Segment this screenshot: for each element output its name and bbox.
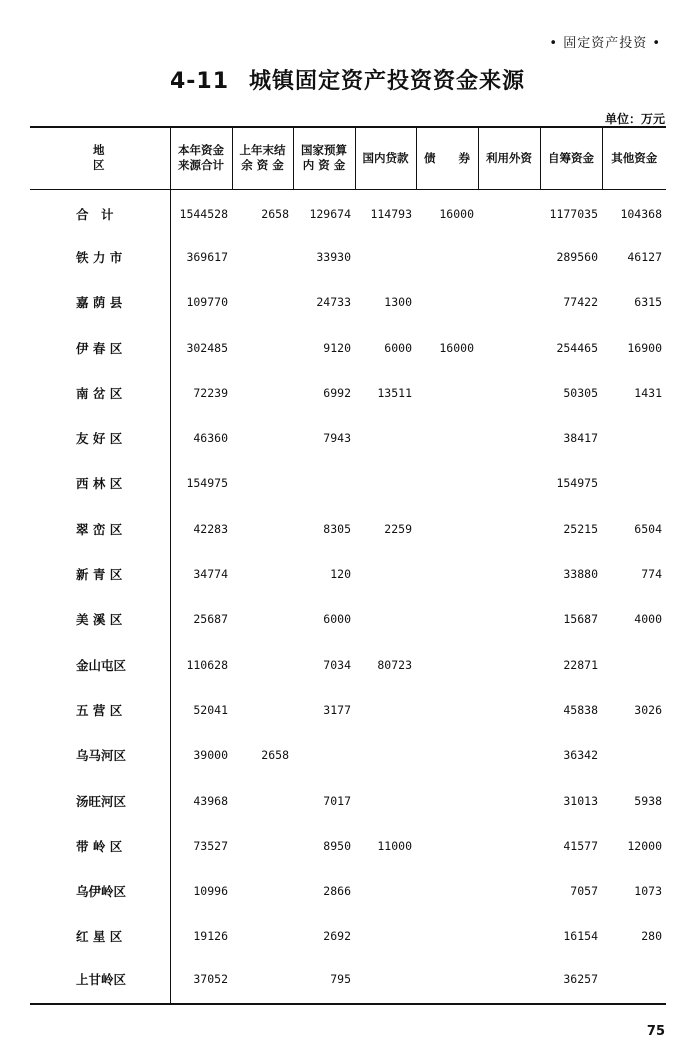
- region-name: 铁 力 市: [30, 234, 170, 279]
- value-cell: [232, 868, 293, 913]
- table-row: [30, 280, 666, 325]
- table-row: [30, 189, 666, 234]
- value-cell: 15687: [563, 612, 598, 627]
- value-cell: [478, 868, 540, 913]
- value-cell: [232, 415, 293, 460]
- value-cell: 11000: [377, 838, 412, 853]
- value-cell: 31013: [563, 793, 598, 808]
- table-number: 4-11: [169, 69, 230, 94]
- value-cell: 154975: [556, 476, 598, 491]
- value-cell: 46127: [627, 249, 662, 264]
- page-number: 75: [646, 1024, 665, 1039]
- value-cell: [355, 234, 416, 279]
- value-cell: 72239: [193, 385, 228, 400]
- value-cell: 33880: [563, 567, 598, 582]
- value-cell: 280: [641, 929, 662, 944]
- value-cell: 37052: [170, 959, 232, 1004]
- header-text: 利用外资: [486, 150, 532, 165]
- header-text: 内 资 金: [302, 158, 346, 173]
- column-header: [478, 127, 540, 189]
- column-header: [232, 127, 293, 189]
- value-cell: [232, 823, 293, 868]
- value-cell: [416, 506, 478, 551]
- value-cell: [232, 597, 293, 642]
- funding-sources-table: [30, 126, 666, 1005]
- value-cell: 34774: [193, 567, 228, 582]
- value-cell: [416, 914, 478, 959]
- region-name: 带 岭 区: [30, 823, 170, 868]
- region-name: 五 营 区: [30, 687, 170, 732]
- value-cell: 104368: [620, 206, 662, 221]
- value-cell: [416, 370, 478, 415]
- value-cell: [232, 959, 293, 1004]
- value-cell: 9120: [323, 340, 351, 355]
- value-cell: 1431: [634, 385, 662, 400]
- header-text: 上年末结: [239, 143, 286, 158]
- value-cell: [478, 551, 540, 596]
- value-cell: [478, 597, 540, 642]
- table-body: [30, 189, 666, 1004]
- value-cell: [355, 415, 416, 460]
- region-name: 南 岔 区: [30, 370, 170, 415]
- value-cell: 2259: [384, 521, 412, 536]
- value-cell: [478, 823, 540, 868]
- value-cell: [416, 597, 478, 642]
- value-cell: 13511: [377, 385, 412, 400]
- value-cell: 77422: [563, 295, 598, 310]
- column-header: [540, 127, 602, 189]
- region-name: 合 计: [30, 189, 170, 234]
- table-row: [30, 823, 666, 868]
- table-row: [30, 370, 666, 415]
- header-text: 国内贷款: [362, 150, 409, 165]
- header-text: 地 区: [93, 143, 176, 173]
- value-cell: [355, 778, 416, 823]
- header-text: 本年资金: [178, 143, 224, 158]
- value-cell: [232, 642, 293, 687]
- value-cell: 154975: [186, 476, 228, 491]
- value-cell: [232, 778, 293, 823]
- value-cell: [478, 687, 540, 732]
- table-row: [30, 778, 666, 823]
- value-cell: [232, 325, 293, 370]
- table-row: [30, 325, 666, 370]
- table-header: [30, 127, 666, 189]
- value-cell: 289560: [556, 249, 598, 264]
- value-cell: 8305: [323, 521, 351, 536]
- value-cell: [416, 551, 478, 596]
- value-cell: [293, 461, 355, 506]
- value-cell: 50305: [563, 385, 598, 400]
- value-cell: 16900: [627, 340, 662, 355]
- value-cell: [478, 325, 540, 370]
- table-row: [30, 642, 666, 687]
- value-cell: 795: [293, 959, 355, 1004]
- value-cell: [602, 415, 666, 460]
- column-header: [293, 127, 355, 189]
- value-cell: 38417: [563, 431, 598, 446]
- value-cell: [478, 461, 540, 506]
- table-row: [30, 959, 666, 1004]
- value-cell: 6504: [634, 521, 662, 536]
- value-cell: [478, 733, 540, 778]
- value-cell: 6315: [634, 295, 662, 310]
- unit-label: 单位：万元: [604, 112, 665, 126]
- region-name: 美 溪 区: [30, 597, 170, 642]
- value-cell: 114793: [370, 206, 412, 221]
- column-header: [602, 127, 666, 189]
- value-cell: 19126: [193, 929, 228, 944]
- table-row: [30, 914, 666, 959]
- value-cell: [355, 687, 416, 732]
- value-cell: [478, 189, 540, 234]
- value-cell: [478, 280, 540, 325]
- value-cell: [478, 959, 540, 1004]
- value-cell: [416, 778, 478, 823]
- table-row: [30, 415, 666, 460]
- value-cell: [293, 733, 355, 778]
- table-title: 城镇固定资产投资资金来源: [249, 69, 526, 94]
- header-text: 来源合计: [178, 158, 224, 173]
- column-header: [416, 127, 478, 189]
- value-cell: [416, 461, 478, 506]
- region-name: 嘉 荫 县: [30, 280, 170, 325]
- value-cell: 7034: [323, 657, 351, 672]
- region-name: 汤旺河区: [30, 778, 170, 823]
- table-row: [30, 234, 666, 279]
- value-cell: 110628: [186, 657, 228, 672]
- table-row: [30, 733, 666, 778]
- value-cell: 3026: [634, 702, 662, 717]
- running-head: • 固定资产投资 •: [549, 36, 661, 51]
- value-cell: [355, 551, 416, 596]
- value-cell: 254465: [556, 340, 598, 355]
- value-cell: 42283: [193, 521, 228, 536]
- value-cell: 6000: [384, 340, 412, 355]
- value-cell: 8950: [323, 838, 351, 853]
- value-cell: 3177: [323, 702, 351, 717]
- value-cell: 1544528: [179, 206, 228, 221]
- value-cell: 25215: [563, 521, 598, 536]
- value-cell: [232, 461, 293, 506]
- value-cell: 774: [641, 567, 662, 582]
- page-title: [0, 64, 695, 95]
- value-cell: [355, 959, 416, 1004]
- value-cell: 7943: [323, 431, 351, 446]
- value-cell: 4000: [634, 612, 662, 627]
- region-name: 西 林 区: [30, 461, 170, 506]
- table-row: [30, 506, 666, 551]
- column-header: [355, 127, 416, 189]
- value-cell: 2866: [323, 884, 351, 899]
- value-cell: 16154: [563, 929, 598, 944]
- table-row: [30, 597, 666, 642]
- region-name: 翠 峦 区: [30, 506, 170, 551]
- value-cell: 36342: [563, 748, 598, 763]
- value-cell: [416, 280, 478, 325]
- value-cell: [232, 551, 293, 596]
- value-cell: [478, 370, 540, 415]
- region-name: 乌马河区: [30, 733, 170, 778]
- value-cell: [602, 733, 666, 778]
- value-cell: [416, 868, 478, 913]
- value-cell: [355, 914, 416, 959]
- value-cell: 39000: [193, 748, 228, 763]
- value-cell: [478, 415, 540, 460]
- value-cell: 73527: [193, 838, 228, 853]
- value-cell: [416, 234, 478, 279]
- value-cell: [416, 415, 478, 460]
- value-cell: 302485: [186, 340, 228, 355]
- value-cell: 5938: [634, 793, 662, 808]
- value-cell: [416, 687, 478, 732]
- region-name: 友 好 区: [30, 415, 170, 460]
- region-name: 新 青 区: [30, 551, 170, 596]
- value-cell: 46360: [193, 431, 228, 446]
- value-cell: 33930: [316, 249, 351, 264]
- value-cell: 1177035: [549, 206, 598, 221]
- value-cell: 16000: [439, 206, 474, 221]
- table-row: [30, 551, 666, 596]
- value-cell: 16000: [439, 340, 474, 355]
- header-text: 债 券: [424, 150, 470, 165]
- value-cell: 41577: [563, 838, 598, 853]
- value-cell: [478, 506, 540, 551]
- region-name: 上甘岭区: [30, 959, 170, 1004]
- table-row: [30, 461, 666, 506]
- value-cell: 129674: [309, 206, 351, 221]
- header-text: 国家预算: [301, 143, 347, 158]
- value-cell: [355, 733, 416, 778]
- value-cell: [232, 687, 293, 732]
- value-cell: 120: [330, 567, 351, 582]
- value-cell: [416, 959, 478, 1004]
- table-row: [30, 687, 666, 732]
- value-cell: 24733: [316, 295, 351, 310]
- value-cell: [232, 234, 293, 279]
- value-cell: [602, 461, 666, 506]
- value-cell: 7017: [323, 793, 351, 808]
- value-cell: 2658: [261, 748, 289, 763]
- value-cell: 2692: [323, 929, 351, 944]
- value-cell: [602, 959, 666, 1004]
- region-name: 红 星 区: [30, 914, 170, 959]
- value-cell: [416, 823, 478, 868]
- value-cell: 25687: [193, 612, 228, 627]
- value-cell: 12000: [627, 838, 662, 853]
- value-cell: [355, 597, 416, 642]
- value-cell: 2658: [261, 206, 289, 221]
- header-text: 其他资金: [611, 150, 658, 165]
- header-text: 余 资 金: [241, 158, 284, 173]
- value-cell: [416, 642, 478, 687]
- value-cell: [355, 461, 416, 506]
- header-text: 自筹资金: [548, 150, 594, 165]
- value-cell: 80723: [377, 657, 412, 672]
- header-row: [30, 127, 666, 189]
- value-cell: [478, 234, 540, 279]
- value-cell: 369617: [186, 249, 228, 264]
- value-cell: [232, 370, 293, 415]
- value-cell: [416, 733, 478, 778]
- value-cell: [355, 868, 416, 913]
- value-cell: 45838: [563, 702, 598, 717]
- value-cell: 1300: [384, 295, 412, 310]
- value-cell: [232, 280, 293, 325]
- value-cell: 52041: [193, 702, 228, 717]
- value-cell: 6992: [323, 385, 351, 400]
- value-cell: 10996: [193, 884, 228, 899]
- value-cell: 1073: [634, 884, 662, 899]
- value-cell: 22871: [563, 657, 598, 672]
- value-cell: 6000: [323, 612, 351, 627]
- value-cell: [232, 914, 293, 959]
- value-cell: [602, 642, 666, 687]
- table-row: [30, 868, 666, 913]
- region-name: 金山屯区: [30, 642, 170, 687]
- value-cell: 36257: [540, 959, 602, 1004]
- value-cell: 7057: [570, 884, 598, 899]
- value-cell: [478, 914, 540, 959]
- header-region: [30, 127, 176, 189]
- region-name: 伊 春 区: [30, 325, 170, 370]
- value-cell: [478, 642, 540, 687]
- value-cell: [478, 778, 540, 823]
- region-name: 乌伊岭区: [30, 868, 170, 913]
- column-header: [170, 127, 232, 189]
- value-cell: 109770: [186, 295, 228, 310]
- value-cell: [232, 506, 293, 551]
- value-cell: 43968: [193, 793, 228, 808]
